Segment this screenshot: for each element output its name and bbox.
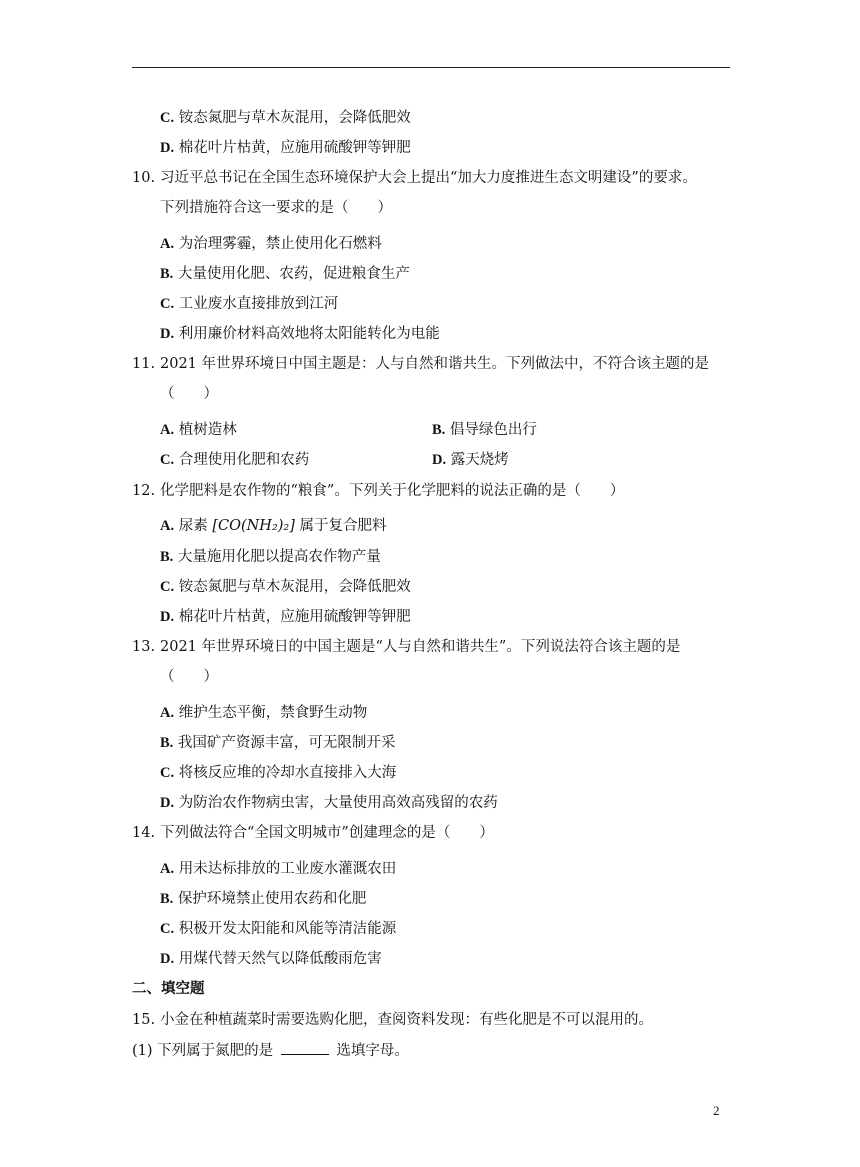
q10-stem-line1: 习近平总书记在全国生态环境保护大会上提出“加大力度推进生态文明建设”的要求。 — [160, 170, 697, 186]
prev-option-c: C. 铵态氮肥与草木灰混用，会降低肥效 — [160, 110, 411, 126]
q12-stem: 化学肥料是农作物的“粮食”。下列关于化学肥料的说法正确的是（ ） — [160, 483, 625, 499]
q15-stem: 小金在种植蔬菜时需要选购化肥，查阅资料发现：有些化肥是不可以混用的。 — [160, 1012, 653, 1028]
q11-stem-line2: （ ） — [160, 386, 218, 402]
q13-number: 13. — [132, 639, 156, 655]
q13-option-d: D. 为防治农作物病虫害，大量使用高效高残留的农药 — [160, 795, 498, 811]
q14-option-a: A. 用未达标排放的工业废水灌溉农田 — [160, 861, 397, 877]
q11-option-a: A. 植树造林 — [160, 422, 237, 438]
q11-number: 11. — [132, 356, 156, 372]
q14-option-d: D. 用煤代替天然气以降低酸雨危害 — [160, 951, 382, 967]
section-fill-in-blank-heading: 二、填空题 — [132, 980, 205, 997]
q10-option-a: A. 为治理雾霾，禁止使用化石燃料 — [160, 236, 382, 252]
q15-subquestion-1: (1) 下列属于氮肥的是 选填字母。 — [132, 1040, 409, 1061]
q13-option-a: A. 维护生态平衡，禁食野生动物 — [160, 705, 368, 721]
q11-option-b: B. 倡导绿色出行 — [432, 422, 537, 438]
q14-option-b: B. 保护环境禁止使用农药和化肥 — [160, 891, 367, 907]
q11-option-d: D. 露天烧烤 — [432, 452, 509, 468]
q13-option-b: B. 我国矿产资源丰富，可无限制开采 — [160, 735, 396, 751]
q14-stem: 下列做法符合“全国文明城市”创建理念的是（ ） — [160, 825, 494, 841]
q11-stem-line1: 2021 年世界环境日中国主题是：人与自然和谐共生。下列做法中，不符合该主题的是 — [160, 356, 710, 372]
page-number: 2 — [713, 1103, 720, 1118]
q12-option-b: B. 大量施用化肥以提高农作物产量 — [160, 549, 381, 565]
q11-option-c: C. 合理使用化肥和农药 — [160, 452, 310, 468]
q13-stem-line1: 2021 年世界环境日的中国主题是“人与自然和谐共生”。下列说法符合该主题的是 — [160, 639, 681, 655]
q12-option-d: D. 棉花叶片枯黄，应施用硫酸钾等钾肥 — [160, 609, 411, 625]
urea-formula: [CO(NH₂)₂] — [212, 518, 295, 534]
answer-blank[interactable] — [281, 1040, 329, 1055]
q12-option-a: A. 尿素 [CO(NH₂)₂] 属于复合肥料 — [160, 518, 387, 534]
q14-number: 14. — [132, 825, 156, 841]
q10-option-c: C. 工业废水直接排放到江河 — [160, 296, 339, 312]
q10-option-b: B. 大量使用化肥、农药，促进粮食生产 — [160, 266, 410, 282]
q14-option-c: C. 积极开发太阳能和风能等清洁能源 — [160, 921, 397, 937]
q12-option-c: C. 铵态氮肥与草木灰混用，会降低肥效 — [160, 579, 411, 595]
q10-stem-line2: 下列措施符合这一要求的是（ ） — [160, 200, 392, 216]
q15-number: 15. — [132, 1012, 156, 1028]
header-rule — [132, 67, 730, 68]
q10-number: 10. — [132, 170, 156, 186]
q13-stem-line2: （ ） — [160, 669, 218, 685]
q13-option-c: C. 将核反应堆的冷却水直接排入大海 — [160, 765, 397, 781]
q10-option-d: D. 利用廉价材料高效地将太阳能转化为电能 — [160, 326, 440, 342]
prev-option-d: D. 棉花叶片枯黄，应施用硫酸钾等钾肥 — [160, 140, 411, 156]
q12-number: 12. — [132, 483, 156, 499]
